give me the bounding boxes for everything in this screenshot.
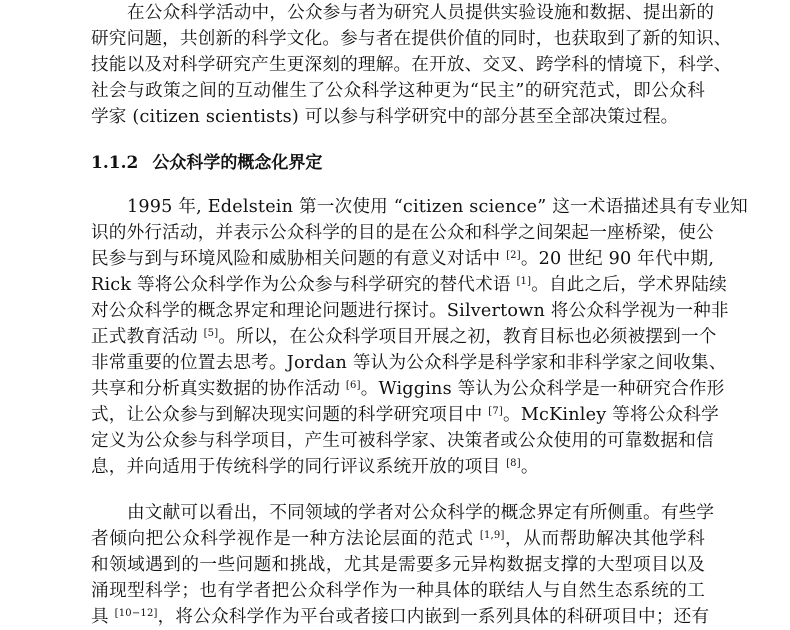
text-line xyxy=(91,298,729,324)
line-text: 识的外行活动，并表示公众科学的目的是在公众和科学之间架起一座桥梁，使公 xyxy=(91,223,714,243)
line-text: 具 xyxy=(91,607,115,627)
line-text: 民参与到与环境风险和威胁相关问题的有意义对话中 xyxy=(91,249,507,269)
line-text: 对公众科学的概念界定和理论问题进行探讨。Silvertown 将公众科学视为一种非 xyxy=(91,301,729,321)
line-text: 息，并向适用于传统科学的同行评议系统开放的项目 xyxy=(91,457,507,477)
text-line: 社会与政策之间的互动催生了公众科学这种更为“民主”的研究范式，即公众科 xyxy=(91,81,705,101)
line-text: 式，让公众参与到解决现实问题的科学研究项目中 xyxy=(91,405,489,425)
line-text: 。 xyxy=(520,457,539,477)
text-line xyxy=(91,526,705,552)
citation-ref[interactable]: [8] xyxy=(506,458,521,469)
section-number: 1.1.2 xyxy=(91,153,139,173)
citation-ref[interactable]: [7] xyxy=(488,406,504,417)
text-line xyxy=(91,604,710,630)
text-line: 研究问题，共创新的科学文化。参与者在提供价值的同时，也获取到了新的知识、 xyxy=(91,29,732,49)
line-text: 。McKinley 等将公众科学 xyxy=(503,405,719,425)
line-text: 和领域遇到的一些问题和挑战，尤其是需要多元异构数据支撑的大型项目以及 xyxy=(91,555,705,575)
line-text: 由文献可以看出，不同领域的学者对公众科学的概念界定有所侧重。有些学 xyxy=(127,503,715,523)
line-text: 非常重要的位置去思考。Jordan 等认为公众科学是科学家和非科学家之间收集、 xyxy=(91,353,727,373)
section-heading xyxy=(91,150,322,176)
text-line xyxy=(91,454,705,480)
citation-ref[interactable]: [2] xyxy=(506,250,521,261)
line-text: 1995 年, Edelstein 第一次使用 “citizen science” 这一术语描述具有专业知 xyxy=(127,197,748,217)
text-line xyxy=(91,578,705,604)
line-text: 。Wiggins 等认为公众科学是一种研究合作形 xyxy=(360,379,725,399)
line-text: 。20 世纪 90 年代中期, xyxy=(520,249,715,269)
citation-ref[interactable]: [1,9] xyxy=(479,530,505,541)
line-text: 正式教育活动 xyxy=(91,327,204,347)
text-line xyxy=(91,350,727,376)
text-line xyxy=(91,194,748,220)
text-line xyxy=(91,220,714,246)
text-line xyxy=(91,0,715,26)
line-text: Rick 等将公众科学作为公众参与科学研究的替代术语 xyxy=(91,275,517,295)
text-line: 学家 (citizen scientists) 可以参与科学研究中的部分甚至全部决策过程。 xyxy=(91,107,679,127)
citation-ref[interactable]: [1] xyxy=(516,276,532,287)
line-text: 涌现型科学；也有学者把公众科学作为一种具体的联结人与自然生态系统的工 xyxy=(91,581,705,601)
line-text: 在公众科学活动中，公众参与者为研究人员提供实验设施和数据、提出新的 xyxy=(127,3,715,23)
text-line xyxy=(91,376,725,402)
text-line xyxy=(91,246,715,272)
section-title: 公众科学的概念化界定 xyxy=(152,153,323,173)
citation-ref[interactable]: [10−12] xyxy=(114,608,158,619)
text-line xyxy=(91,402,719,428)
line-text: 共享和分析真实数据的协作活动 xyxy=(91,379,346,399)
text-line: 技能以及对科学研究产生更深刻的理解。在开放、交叉、跨学科的情境下，科学、 xyxy=(91,55,732,75)
line-text: 定义为公众参与科学项目，产生可被科学家、决策者或公众使用的可靠数据和信 xyxy=(91,431,714,451)
citation-ref[interactable]: [6] xyxy=(345,380,361,391)
line-text: ，从而帮助解决其他学科 xyxy=(504,529,706,549)
text-line xyxy=(91,552,705,578)
text-line xyxy=(91,500,715,526)
text-line xyxy=(91,428,714,454)
line-text: 者倾向把公众科学视作是一种方法论层面的范式 xyxy=(91,529,480,549)
text-line xyxy=(91,324,717,350)
line-text: 。自此之后，学术界陆续 xyxy=(531,275,727,295)
text-line xyxy=(91,272,727,298)
line-text: 。所以，在公众科学项目开展之初，教育目标也必须被摆到一个 xyxy=(218,327,717,347)
citation-ref[interactable]: [5] xyxy=(203,328,219,339)
line-text: ，将公众科学作为平台或者接口内嵌到一系列具体的科研项目中；还有 xyxy=(157,607,710,627)
